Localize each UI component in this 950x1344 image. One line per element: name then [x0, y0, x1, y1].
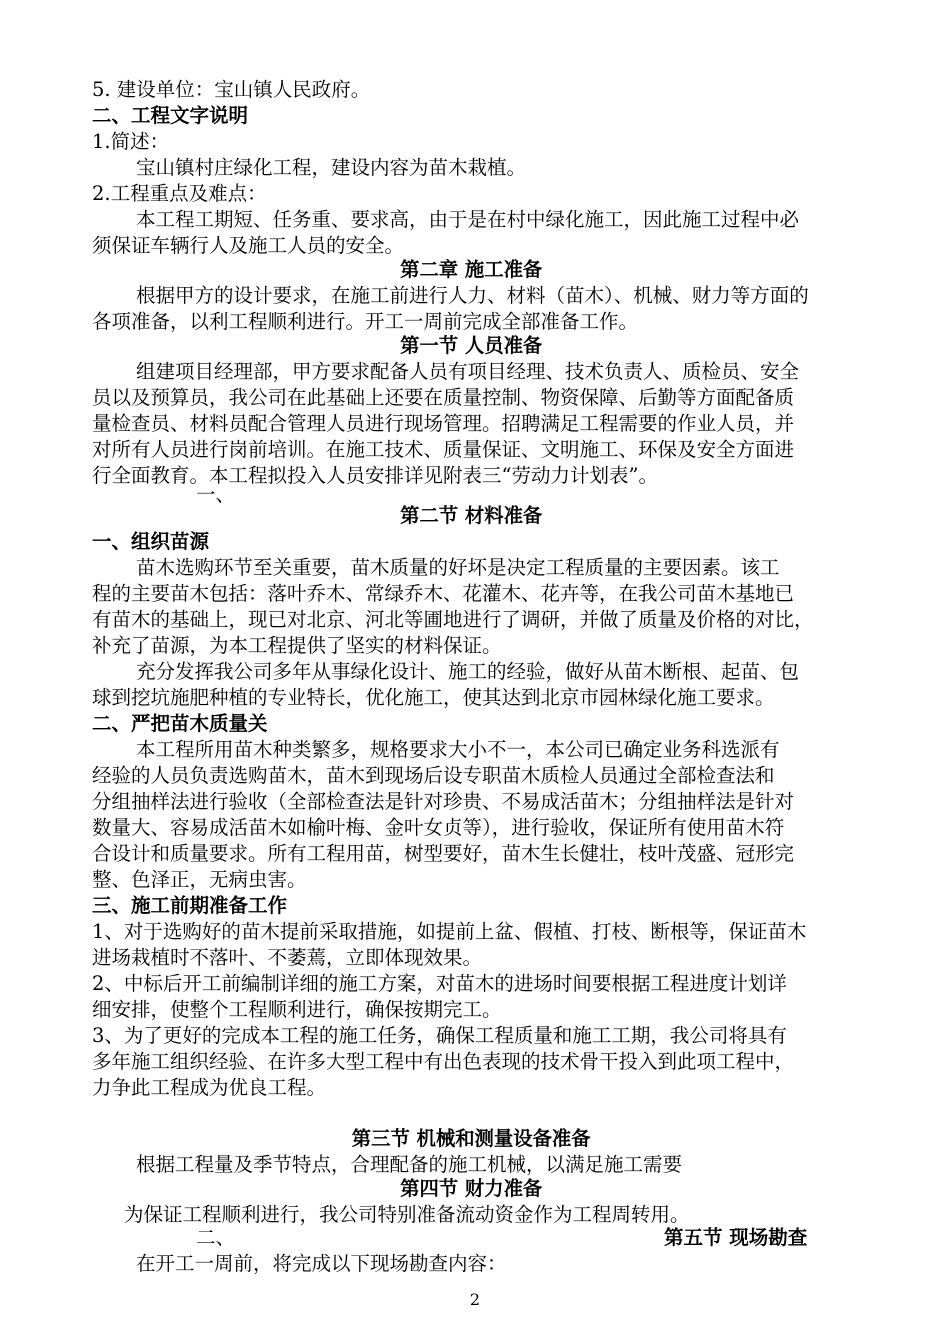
text-line: 程的主要苗木包括：落叶乔木、常绿乔木、花灌木、花卉等，在我公司苗木基地已: [92, 582, 795, 605]
text-line: 充分发挥我公司多年从事绿化设计、施工的经验，做好从苗木断根、起苗、包: [136, 660, 800, 683]
subsection-heading: 二、严把苗木质量关: [92, 712, 268, 735]
text-line: 进场栽植时不落叶、不萎蔫，立即体现效果。: [92, 946, 483, 969]
text-line: 行全面教育。本工程拟投入人员安排详见附表三“劳动力计划表”。: [92, 464, 658, 487]
text-line: 量检查员、材料员配合管理人员进行现场管理。招聘满足工程需要的作业人员，并: [92, 412, 795, 435]
text-line: 根据工程量及季节特点，合理配备的施工机械，以满足施工需要: [136, 1153, 683, 1176]
text-line: 对所有人员进行岗前培训。在施工技术、质量保证、文明施工、环保及安全方面进: [92, 438, 795, 461]
text-line: 为保证工程顺利进行，我公司特别准备流动资金作为工程周转用。: [124, 1203, 690, 1226]
text-line: 整、色泽正，无病虫害。: [92, 868, 307, 891]
section-heading: 第二节 材料准备: [400, 504, 543, 527]
text-line: 在开工一周前，将完成以下现场勘查内容：: [136, 1252, 507, 1275]
text-line: 1、对于选购好的苗木提前采取措施，如提前上盆、假植、打枝、断根等，保证苗木: [92, 920, 807, 943]
subsection-heading: 三、施工前期准备工作: [92, 894, 288, 917]
text-line: 3、为了更好的完成本工程的施工任务，确保工程质量和施工工期，我公司将具有: [92, 1024, 787, 1047]
text-line: 根据甲方的设计要求，在施工前进行人力、材料（苗木）、机械、财力等方面的: [136, 284, 809, 307]
section-heading: 二、工程文字说明: [92, 104, 249, 127]
text-line: 合设计和质量要求。所有工程用苗，树型要好，苗木生长健壮，枝叶茂盛、冠形完: [92, 842, 795, 865]
text-line: 本工程所用苗木种类繁多，规格要求大小不一，本公司已确定业务科选派有: [136, 738, 780, 761]
section-heading: 第三节 机械和测量设备准备: [351, 1127, 591, 1150]
text-line: 数量大、容易成活苗木如榆叶梅、金叶女贞等），进行验收，保证所有使用苗木符: [92, 816, 785, 839]
text-line: 经验的人员负责选购苗木，苗木到现场后设专职苗木质检人员通过全部检查法和: [92, 764, 775, 787]
list-marker: 二、: [196, 1226, 236, 1249]
text-line: 1.简述：: [92, 130, 170, 153]
section-heading: 第四节 财力准备: [400, 1177, 543, 1200]
text-line: 2、中标后开工前编制详细的施工方案，对苗木的进场时间要根据工程进度计划详: [92, 972, 787, 995]
text-line: 细安排，使整个工程顺利进行，确保按期完工。: [92, 998, 502, 1021]
text-line: 各项准备，以利工程顺利进行。开工一周前完成全部准备工作。: [92, 310, 639, 333]
text-line: 宝山镇村庄绿化工程，建设内容为苗木栽植。: [136, 156, 527, 179]
text-line: 球到挖坑施肥种植的专业特长，优化施工，使其达到北京市园林绿化施工要求。: [92, 686, 775, 709]
section-heading: 第五节 现场勘查: [664, 1226, 808, 1249]
page-number: 2: [469, 1290, 481, 1309]
text-line: 补充了苗源，为本工程提供了坚实的材料保证。: [92, 634, 502, 657]
section-heading: 第一节 人员准备: [400, 334, 543, 357]
text-line: 本工程工期短、任务重、要求高，由于是在村中绿化施工，因此施工过程中必: [136, 208, 800, 231]
text-line: 有苗木的基础上，现已对北京、河北等圃地进行了调研，并做了质量及价格的对比，: [92, 608, 814, 631]
chapter-heading: 第二章 施工准备: [400, 258, 543, 281]
text-line: 分组抽样法进行验收（全部检查法是针对珍贵、不易成活苗木；分组抽样法是针对: [92, 790, 795, 813]
text-line: 2.工程重点及难点：: [92, 182, 267, 205]
list-marker: 一、: [196, 483, 236, 506]
text-line: 多年施工组织经验、在许多大型工程中有出色表现的技术骨干投入到此项工程中，: [92, 1050, 795, 1073]
text-line: 组建项目经理部，甲方要求配备人员有项目经理、技术负责人、质检员、安全: [136, 360, 800, 383]
subsection-heading: 一、组织苗源: [92, 530, 210, 553]
text-line: 须保证车辆行人及施工人员的安全。: [92, 234, 405, 257]
text-line: 员以及预算员，我公司在此基础上还要在质量控制、物资保障、后勤等方面配备质: [92, 386, 795, 409]
text-line: 力争此工程成为优良工程。: [92, 1076, 327, 1099]
text-line: 5. 建设单位：宝山镇人民政府。: [92, 78, 371, 101]
text-line: 苗木选购环节至关重要，苗木质量的好坏是决定工程质量的主要因素。该工: [136, 556, 780, 579]
